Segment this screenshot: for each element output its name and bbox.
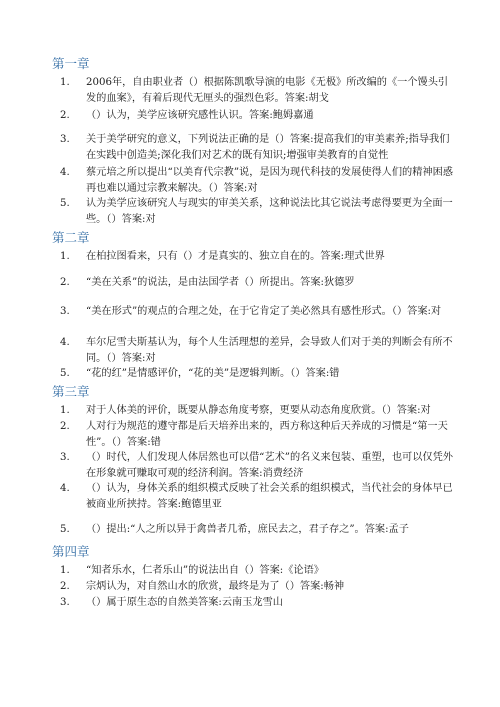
question-number: 3. [60,452,70,463]
question-text: 宗炳认为，对自然山水的欣赏，最终是为了（）答案:畅神 [86,581,345,592]
question-number: 5. [60,524,70,535]
chapter-2-question-2 [60,275,456,291]
question-number: 1. [60,565,70,576]
question-text: “花的红”是情感评价，“花的美”是逻辑判断。（）答案:错 [86,368,340,379]
question-text: 车尔尼雪夫斯基认为，每个人生活理想的差异，会导致人们对于美的判断会有所不同。（）答案:对 [86,337,453,364]
question-number: 1. [60,77,70,88]
question-text: 蔡元培之所以提出“以美育代宗教”说，是因为现代科技的发展使得人们的精神困惑再也难以通过宗教来解决。（）答案:对 [86,167,453,194]
question-number: 4. [60,483,70,494]
question-text: “知者乐水，仁者乐山”的说法出自（）答案:《论语》 [86,565,324,576]
question-number: 3. [60,134,70,145]
question-text: 2006年，自由职业者（）根据陈凯歌导演的电影《无极》所改编的《一个馒头引发的血案》，有着后现代无厘头的强烈色彩。答案:胡戈 [86,77,449,104]
chapter-3-question-5 [60,522,456,538]
question-text: 认为美学应该研究人与现实的审美关系，这种说法比其它说法考虑得要更为全面一些。（）答案:对 [86,198,453,225]
chapter-4-question-1 [60,563,456,579]
question-text: 在柏拉图看来，只有（）才是真实的、独立自在的。答案:理式世界 [86,251,385,262]
question-number: 2. [60,421,70,432]
chapter-1-question-2 [60,108,456,124]
question-number: 2. [60,277,70,288]
question-number: 4. [60,337,70,348]
chapter-2-question-4 [60,335,456,366]
chapter-2-question-5 [60,366,456,382]
question-text: 关于美学研究的意义，下列说法正确的是（）答案:提高我们的审美素养;指导我们在实践中创造美;深化我们对艺术的既有知识;增强审美教育的自觉性 [86,134,450,161]
question-text: （）属于原生态的自然美答案:云南玉龙雪山 [86,597,283,608]
chapter-3-heading: 第三章 [52,384,90,399]
chapter-2-heading: 第二章 [52,230,90,245]
question-text: （）时代，人们发现人体居然也可以借“艺术”的名义来包装、重塑，也可以仅凭外在形象就可赚取可观的经济利润。答案:消费经济 [86,452,453,479]
chapter-3-question-3 [60,450,456,481]
chapter-1-question-1 [60,75,456,106]
question-text: “美在关系”的说法，是由法国学者（）所提出。答案:狄德罗 [86,277,355,288]
chapter-4-heading: 第四章 [52,544,90,559]
question-text: （）提出:“人之所以异于禽兽者几希，庶民去之，君子存之”。答案:孟子 [86,524,409,535]
question-number: 1. [60,405,70,416]
question-number: 2. [60,581,70,592]
question-number: 1. [60,251,70,262]
question-number: 2. [60,110,70,121]
question-number: 3. [60,597,70,608]
question-text: “美在形式”的观点的合理之处，在于它肯定了美必然具有感性形式。（）答案:对 [86,306,442,317]
chapter-1-question-5 [60,196,456,227]
question-number: 5. [60,368,70,379]
question-number: 3. [60,306,70,317]
chapter-2-question-3 [60,304,456,320]
question-text: （）认为，身体关系的组织模式反映了社会关系的组织模式，当代社会的身体早已被商业所挟持。答案:鲍德里亚 [86,483,453,510]
chapter-4-question-2 [60,579,456,595]
chapter-1-question-4 [60,165,456,196]
question-text: 人对行为规范的遵守都是后天培养出来的，西方称这种后天养成的习惯是“第一天性”。（）答案:错 [86,421,448,448]
question-number: 4. [60,167,70,178]
chapter-1-question-3 [60,132,456,163]
question-text: 对于人体美的评价，既要从静态角度考察，更要从动态角度欣赏。（）答案:对 [86,405,431,416]
chapter-3-question-2 [60,419,456,450]
chapter-2-question-1 [60,249,456,265]
question-number: 5. [60,198,70,209]
chapter-1-heading: 第一章 [52,56,90,71]
chapter-3-question-4 [60,481,456,512]
chapter-4-question-3 [60,595,456,611]
chapter-3-question-1 [60,403,456,419]
question-text: （）认为，美学应该研究感性认识。答案:鲍姆嘉通 [86,110,314,121]
